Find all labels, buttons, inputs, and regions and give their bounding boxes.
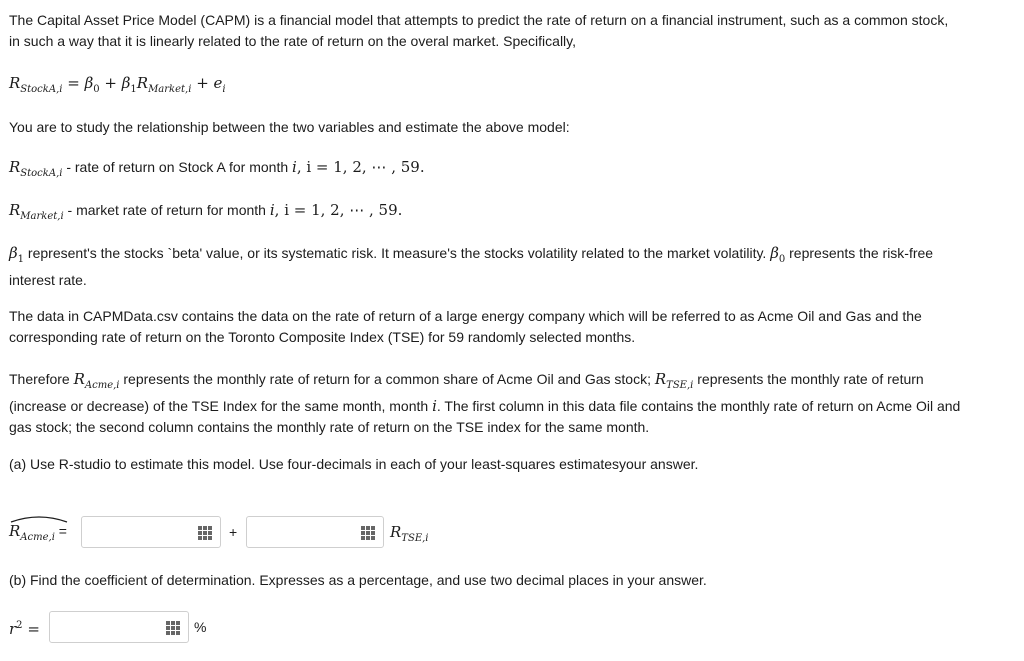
data-line-1: The data in CAPMData.csv contains the data on the rate of return of a large energy company which will be referred to as Acme Oil and Gas and the — [9, 308, 922, 324]
eq-error-sub: i — [222, 84, 226, 95]
r-tse-symbol: R — [390, 523, 402, 541]
therefore-line2a: (increase or decrease) of the TSE Index for the same month, month — [9, 398, 433, 414]
r-squared-field[interactable] — [49, 611, 189, 643]
therefore-part1: Therefore — [9, 371, 74, 387]
beta0-sub: 0 — [778, 254, 786, 265]
therefore-i: i — [432, 397, 437, 415]
answer-a-rhs — [390, 522, 429, 549]
keypad-icon[interactable] — [198, 526, 212, 540]
def-stock — [9, 157, 1016, 184]
eq-error: e — [213, 74, 223, 92]
def-stock-range: , i = 1, 2, ⋯ , 59. — [296, 158, 425, 176]
r-hat-letter: R — [9, 522, 21, 540]
r-tse-sub: TSE,i — [401, 533, 429, 544]
intro-line-2: in such a way that it is linearly related to the rate of return on the overal market. Specifically, — [9, 33, 577, 49]
eq-beta0: β — [84, 74, 94, 92]
therefore-line3: gas stock; the second column contains the monthly rate of return on the TSE index for the same month. — [9, 419, 650, 435]
intercept-field[interactable] — [81, 516, 221, 548]
eq-beta0-sub: 0 — [93, 84, 100, 95]
therefore-line2b: . The first column in this data file contains the monthly rate of return on Acme Oil and — [436, 398, 961, 414]
beta-text-part2: represents the risk-free — [785, 245, 934, 261]
eq-beta1-sub: 1 — [130, 84, 137, 95]
therefore-part3: represents the monthly rate of return — [693, 371, 924, 387]
therefore-part2: represents the monthly rate of return for a common share of Acme Oil and Gas stock; — [119, 371, 655, 387]
therefore-paragraph — [9, 369, 1016, 438]
intro-paragraph — [9, 10, 1016, 52]
data-paragraph — [9, 306, 1016, 348]
therefore-acme-sub: Acme,i — [84, 380, 120, 391]
def-market-sub: Market,i — [20, 211, 64, 222]
therefore-tse-sub: TSE,i — [666, 380, 694, 391]
eq-plus-2: + — [191, 74, 214, 92]
beta-text-part1: represent's the stocks `beta' value, or its systematic risk. It measure's the stocks volatility related to the market volatility. — [24, 245, 771, 261]
def-stock-r: R — [9, 158, 21, 176]
def-stock-sub: StockA,i — [20, 168, 63, 179]
eq-r-market: R — [136, 74, 149, 92]
eq-plus-1: + — [99, 74, 122, 92]
data-line-2: corresponding rate of return on the Toronto Composite Index (TSE) for 59 randomly selected months. — [9, 329, 636, 345]
answer-a-lhs — [9, 521, 67, 548]
r-squared-exp: 2 — [16, 620, 23, 631]
def-market-r: R — [9, 201, 21, 219]
keypad-icon[interactable] — [361, 526, 375, 540]
model-equation — [9, 73, 1016, 100]
def-stock-text: - rate of return on Stock A for month — [62, 159, 293, 175]
hat-accent — [9, 514, 69, 524]
eq-beta1: β — [121, 74, 131, 92]
def-market — [9, 200, 1016, 227]
def-market-range: , i = 1, 2, ⋯ , 59. — [274, 201, 403, 219]
eq-r-symbol: R — [9, 74, 21, 92]
answer-a-plus: + — [229, 524, 238, 540]
study-text: You are to study the relationship between the two variables and estimate the above model: — [9, 119, 570, 135]
eq-lhs-subscript: StockA,i — [20, 84, 63, 95]
answer-b-lhs — [9, 615, 40, 640]
slope-input[interactable] — [247, 517, 351, 547]
answer-b-equals: = — [22, 620, 40, 638]
r-squared-symbol: r — [9, 620, 17, 638]
beta1-symbol: β — [9, 244, 18, 262]
r-squared-input[interactable] — [50, 612, 156, 642]
percent-sign: % — [194, 619, 207, 635]
answer-a-equals: = — [54, 523, 67, 539]
eq-rhs-subscript: Market,i — [148, 84, 192, 95]
beta1-sub: 1 — [17, 254, 25, 265]
question-b: (b) Find the coefficient of determination. Expresses as a percentage, and use two decimal places in your answer. — [9, 572, 707, 588]
beta-paragraph — [9, 243, 1016, 291]
beta-text-line2: interest rate. — [9, 272, 87, 288]
keypad-icon[interactable] — [166, 621, 180, 635]
intro-line-1: The Capital Asset Price Model (CAPM) is a financial model that attempts to predict the rate of return on a financial instrument, such as a common stock, — [9, 12, 949, 28]
question-a: (a) Use R-studio to estimate this model. Use four-decimals in each of your least-squares estimatesyour answer. — [9, 456, 699, 472]
r-hat-sub: Acme,i — [20, 532, 55, 543]
r-hat-symbol — [9, 522, 20, 540]
eq-equals: = — [62, 74, 85, 92]
def-stock-i: i — [292, 158, 297, 176]
def-market-i: i — [269, 201, 275, 219]
slope-field[interactable] — [246, 516, 384, 548]
def-market-text: - market rate of return for month — [63, 202, 270, 218]
beta0-symbol: β — [770, 244, 779, 262]
intercept-input[interactable] — [82, 517, 188, 547]
therefore-r-tse: R — [654, 370, 667, 388]
therefore-r-acme: R — [73, 370, 85, 388]
